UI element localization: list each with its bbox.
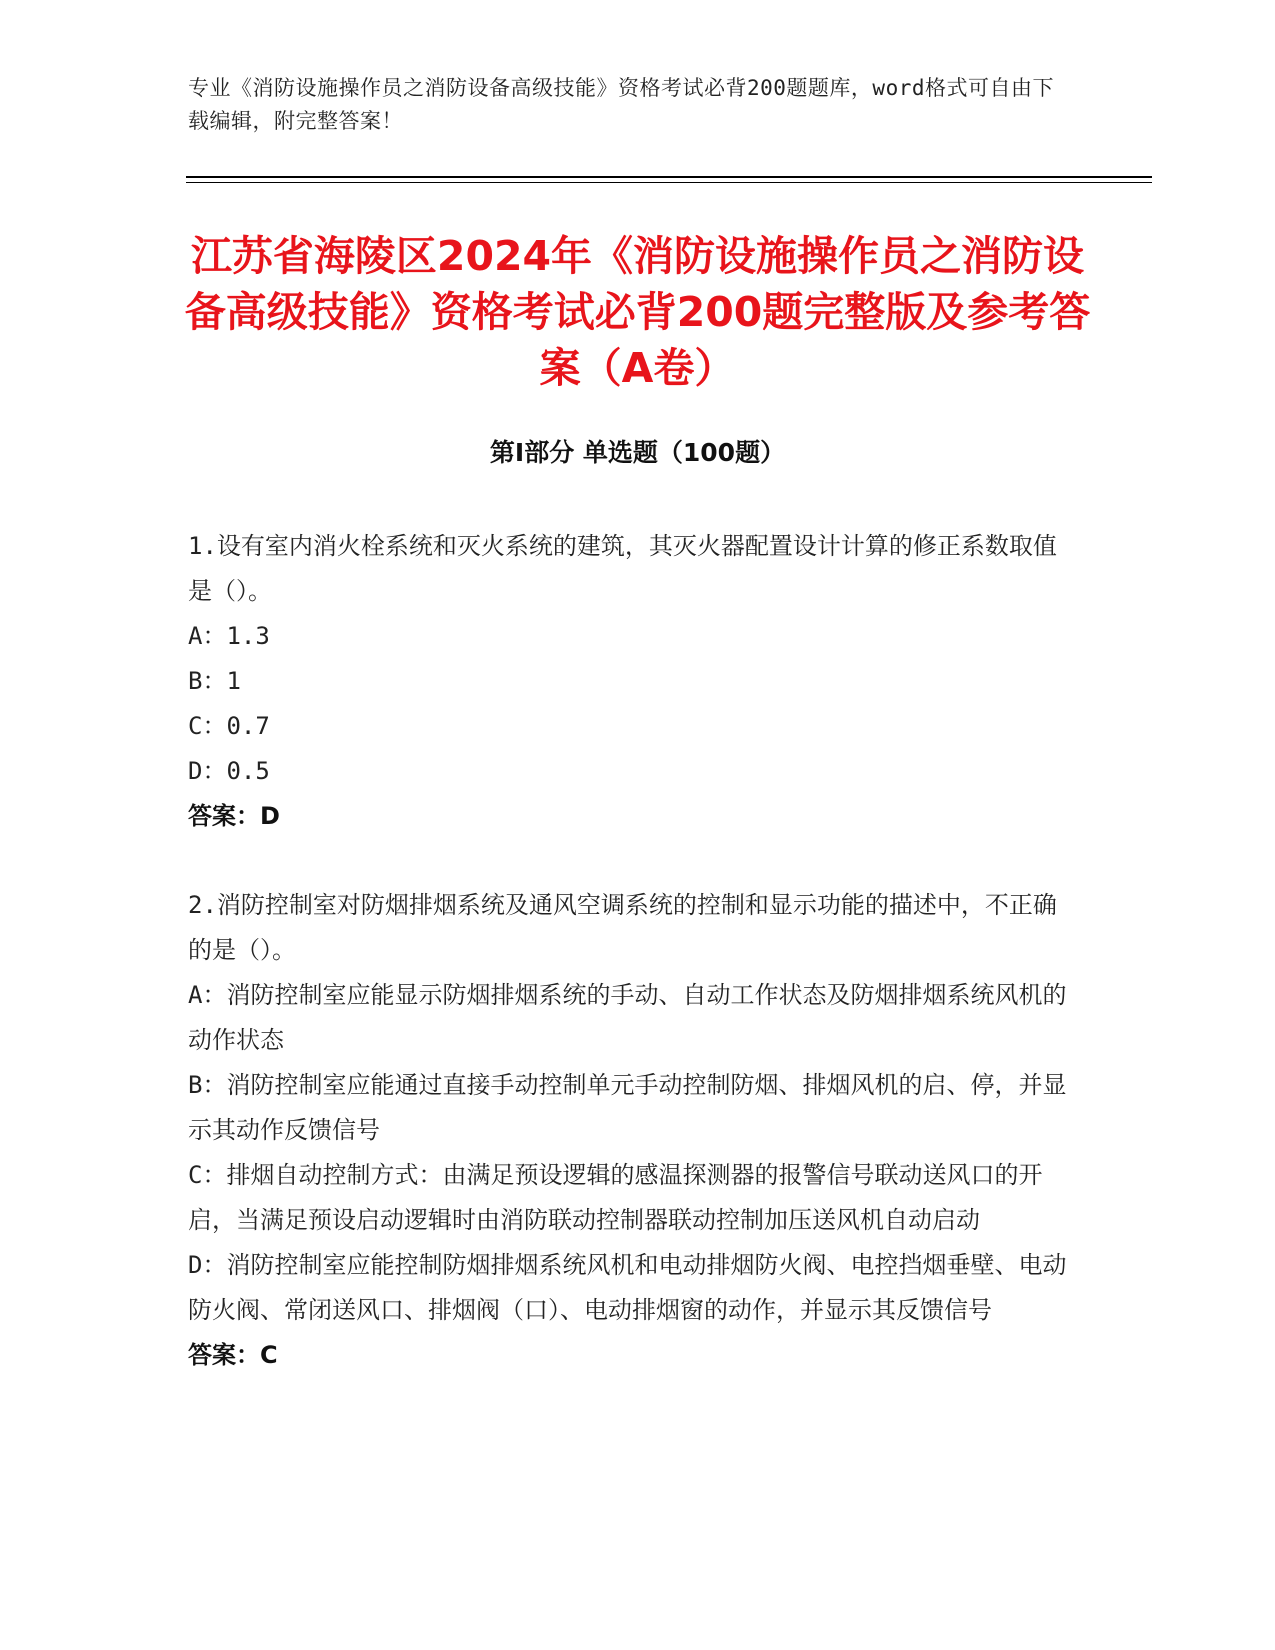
option-d: D：0.5 xyxy=(188,757,270,785)
answer-label: 答案：C xyxy=(188,1341,278,1369)
option-a: A：1.3 xyxy=(188,622,270,650)
document-title: 江苏省海陵区2024年《消防设施操作员之消防设备高级技能》资格考试必背200题完整版及参考答案（A卷） xyxy=(184,232,1091,392)
question-list xyxy=(188,524,1078,1422)
option-b: B：消防控制室应能通过直接手动控制单元手动控制防烟、排烟风机的启、停，并显示其动作反馈信号 xyxy=(188,1071,1067,1144)
section-title: 第Ⅰ部分 单选题（100题） xyxy=(489,438,786,467)
option-c: C：排烟自动控制方式：由满足预设逻辑的感温探测器的报警信号联动送风口的开启，当满足预设启动逻辑时由消防联动控制器联动控制加压送风机自动启动 xyxy=(188,1161,1043,1234)
header-rule-thick xyxy=(186,176,1152,178)
option-a: A：消防控制室应能显示防烟排烟系统的手动、自动工作状态及防烟排烟系统风机的动作状态 xyxy=(188,981,1067,1054)
question-stem: 2.消防控制室对防烟排烟系统及通风空调系统的控制和显示功能的描述中，不正确的是（）。 xyxy=(188,891,1057,964)
question-2 xyxy=(188,883,1078,1378)
answer-label: 答案：D xyxy=(188,802,280,830)
option-b: B：1 xyxy=(188,667,241,695)
header-rule-thin xyxy=(186,182,1152,183)
option-d: D：消防控制室应能控制防烟排烟系统风机和电动排烟防火阀、电控挡烟垂壁、电动防火阀、常闭送风口、排烟阀（口）、电动排烟窗的动作，并显示其反馈信号 xyxy=(188,1251,1067,1324)
question-stem: 1.设有室内消火栓系统和灭火系统的建筑，其灭火器配置设计计算的修正系数取值是（）。 xyxy=(188,532,1057,605)
header-note: 专业《消防设施操作员之消防设备高级技能》资格考试必背200题题库，word格式可自由下载编辑，附完整答案！ xyxy=(188,76,1054,133)
question-1 xyxy=(188,524,1078,839)
option-c: C：0.7 xyxy=(188,712,270,740)
